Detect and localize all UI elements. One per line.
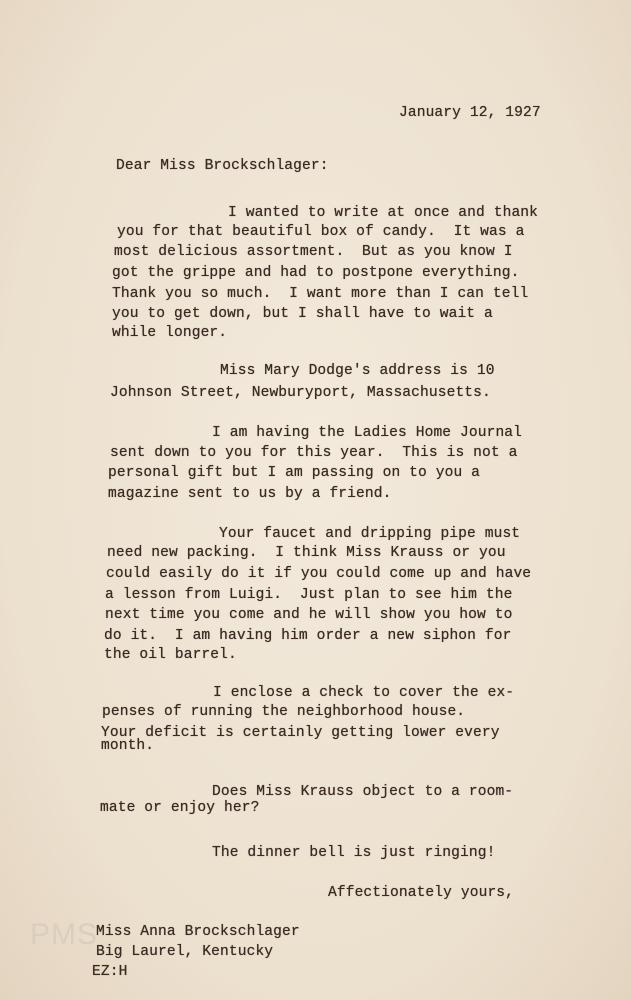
closing: Affectionately yours, xyxy=(328,885,515,901)
body-line: a lesson from Luigi. Just plan to see him the xyxy=(105,587,513,603)
body-line: personal gift but I am passing on to you a xyxy=(108,465,481,481)
body-line: Does Miss Krauss object to a room- xyxy=(212,784,514,800)
letter-date: January 12, 1927 xyxy=(399,105,541,121)
reference-initials: EZ:H xyxy=(92,964,128,980)
recipient-name: Miss Anna Brockschlager xyxy=(96,924,300,940)
body-line: Johnson Street, Newburyport, Massachusetts. xyxy=(110,385,491,401)
body-line: do it. I am having him order a new siphon for xyxy=(104,628,512,644)
body-line: need new packing. I think Miss Krauss or you xyxy=(107,545,506,561)
body-line: the oil barrel. xyxy=(104,647,237,663)
body-line: most delicious assortment. But as you know I xyxy=(114,244,513,260)
body-line: could easily do it if you could come up and have xyxy=(106,566,532,582)
body-line: sent down to you for this year. This is not a xyxy=(110,445,518,461)
body-line: month. xyxy=(101,738,155,754)
body-line: I wanted to write at once and thank xyxy=(228,205,539,221)
recipient-address: Big Laurel, Kentucky xyxy=(96,944,274,960)
body-line: next time you come and he will show you how to xyxy=(105,607,513,623)
body-line: Miss Mary Dodge's address is 10 xyxy=(220,363,495,379)
body-line: magazine sent to us by a friend. xyxy=(108,486,392,502)
body-line: mate or enjoy her? xyxy=(100,800,260,816)
body-line: Your deficit is certainly getting lower every xyxy=(101,725,500,741)
body-line: I am having the Ladies Home Journal xyxy=(212,425,523,441)
body-line: I enclose a check to cover the ex- xyxy=(213,685,515,701)
body-line: Your faucet and dripping pipe must xyxy=(219,526,521,542)
watermark: PMS xyxy=(30,918,99,951)
salutation: Dear Miss Brockschlager: xyxy=(116,158,329,174)
body-line: Thank you so much. I want more than I can tell xyxy=(112,286,529,302)
body-line: you to get down, but I shall have to wait a xyxy=(112,306,493,322)
body-line: got the grippe and had to postpone everything. xyxy=(112,265,520,281)
body-line: penses of running the neighborhood house. xyxy=(102,704,466,720)
body-line: The dinner bell is just ringing! xyxy=(212,845,496,861)
body-line: while longer. xyxy=(112,325,228,341)
body-line: you for that beautiful box of candy. It was a xyxy=(117,224,525,240)
